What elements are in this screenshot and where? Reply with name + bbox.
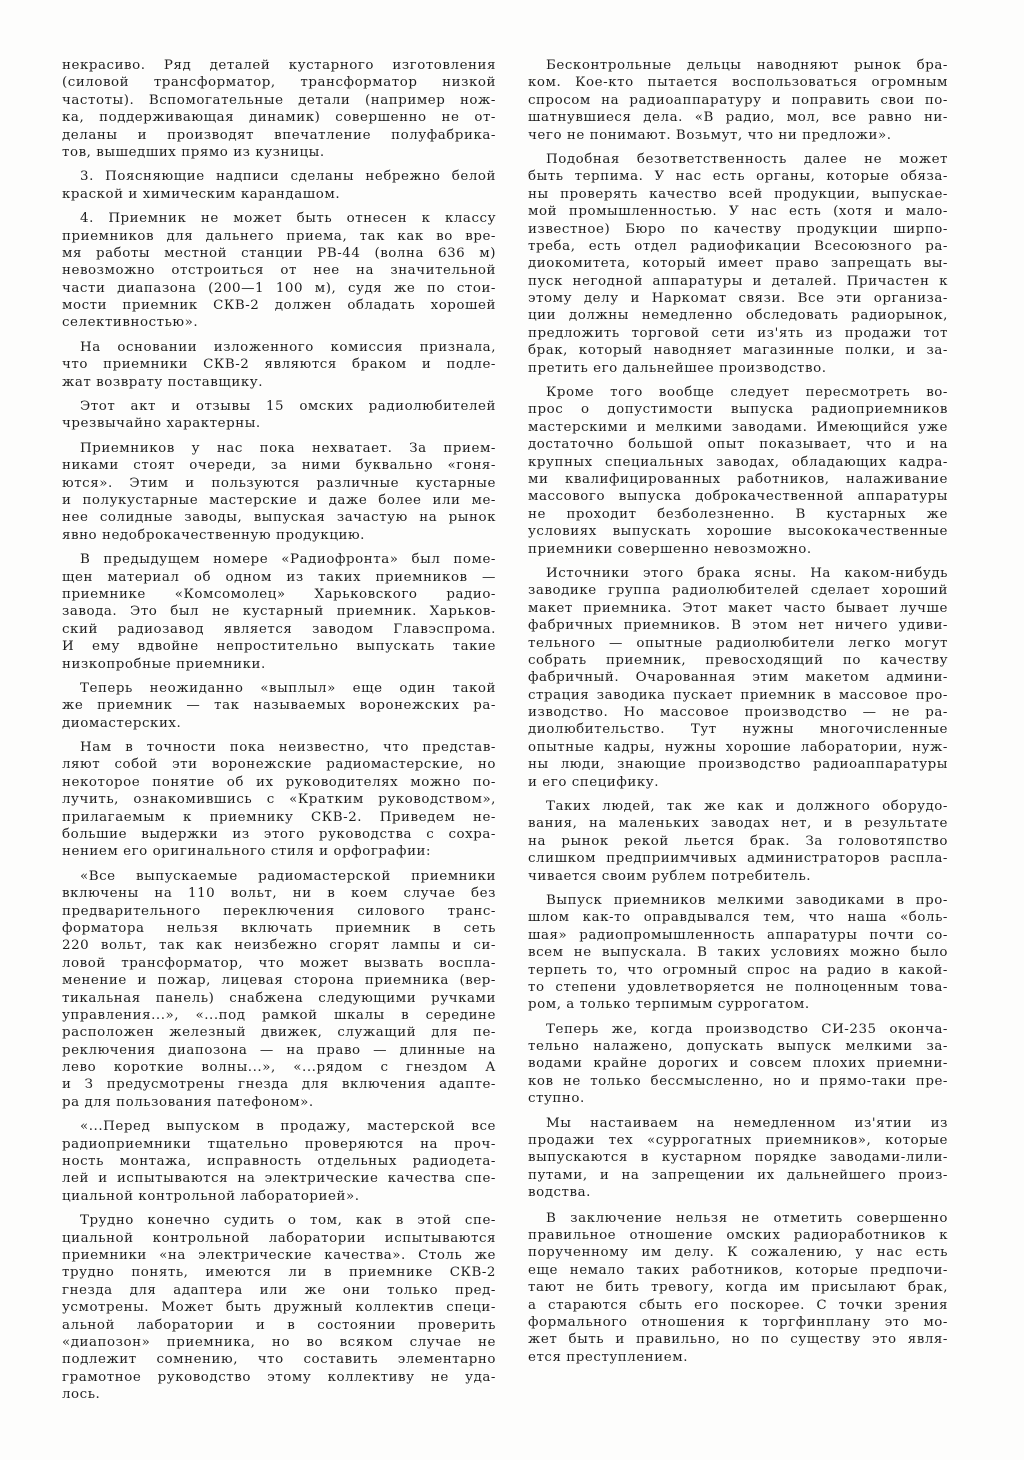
- text-line: «...Перед выпуском в продажу, мастерской все: [80, 1119, 496, 1135]
- text-line: приемнике «Комсомолец» Харьковского радио-: [62, 586, 496, 602]
- text-line: трудно понять, имеются ли в приемнике СКВ-2: [62, 1265, 496, 1281]
- text-line: а стараются сбыть его поскорее. С точки зрения: [528, 1297, 948, 1313]
- text-line: Теперь же, когда производство СИ-235 оконча-: [546, 1021, 948, 1037]
- paragraph: [528, 1115, 948, 1202]
- text-line: ловой трансформатор, что может вызвать воспла-: [62, 955, 496, 971]
- text-line: ны проверять качество всей продукции, выпускае-: [528, 186, 948, 202]
- text-line: ми квалифицированных работников, налаживание: [528, 471, 948, 487]
- paragraph: [62, 551, 496, 673]
- text-line: некоторое понятие об их руководителях можно по-: [62, 774, 496, 790]
- text-line: некрасиво. Ряд деталей кустарного изготовления: [62, 58, 496, 73]
- text-line: мя работы местной станции РВ-44 (волна 636 м): [62, 245, 496, 261]
- paragraph: [528, 1021, 948, 1108]
- text-line: Подобная безответственность далее не может: [546, 151, 948, 167]
- text-line: 4. Приемник не может быть отнесен к классу: [80, 211, 496, 227]
- text-line: диомастерских.: [62, 715, 182, 731]
- text-line: ступно.: [528, 1091, 585, 1107]
- text-line: щен материал об одном из таких приемников —: [62, 569, 496, 585]
- text-line: макет приемника. Этот макет часто бывает лучше: [528, 600, 948, 616]
- text-line: заводике группа радиолюбителей сделает хороший: [528, 583, 948, 599]
- text-line: шатнувшиеся дела. «В радио, мол, все равно ни-: [528, 110, 948, 126]
- text-line: Источники этого брака ясны. На каком-нибудь: [546, 565, 948, 581]
- text-line: и полукустарные мастерские и даже более или ме-: [62, 492, 496, 508]
- text-line: выпускаются в кустарном порядке заводами-лили-: [528, 1150, 948, 1166]
- paragraph: [528, 1210, 948, 1367]
- text-line: терпеть то, что огромный спрос на радио в какой-: [528, 962, 948, 978]
- paragraph: [62, 168, 496, 203]
- text-line: В предыдущем номере «Радиофронта» был поме-: [80, 552, 496, 568]
- paragraph: [62, 1212, 496, 1403]
- text-line: что приемники СКВ-2 являются браком и подле-: [62, 357, 496, 373]
- text-line: нением его оригинального стиля и орфографии:: [62, 844, 432, 860]
- paragraph: [528, 565, 948, 791]
- text-line: Таких людей, так же как и должного оборудо-: [546, 799, 948, 815]
- text-line: невозможно отстроиться от нее на значительной: [62, 263, 496, 279]
- text-line: предложить торговой сети из'ять из продажи тот: [528, 325, 948, 341]
- text-line: продажи тех «суррогатных приемников», которые: [528, 1133, 948, 1149]
- text-line: В заключение нельзя не отметить совершенно: [546, 1210, 948, 1226]
- text-line: условиях выпускать хорошие высококачественные: [528, 524, 948, 540]
- text-line: ком. Кое-кто пытается воспользоваться огромным: [528, 75, 948, 91]
- text-line: лей и испытываются на электрические качества спе-: [62, 1171, 496, 1187]
- text-line: чего не понимают. Возьмут, что ни предложи».: [528, 127, 892, 143]
- text-line: Теперь неожиданно «выплыл» еще один такой: [80, 680, 496, 696]
- text-line: и его специфику.: [528, 774, 660, 790]
- text-line: приемники «на электрические качества». Столь же: [62, 1248, 496, 1263]
- text-line: собрать приемник, превосходящий по качеству: [528, 652, 948, 668]
- text-line: Нам в точности пока неизвестно, что представ-: [80, 740, 496, 756]
- text-line: формального отношения к торгфинплану это мо-: [528, 1314, 948, 1330]
- text-line: ский радиозавод является заводом Главэспрома.: [62, 621, 496, 637]
- right-column: [528, 57, 948, 1373]
- text-line: треба, есть отдел радиофикации Всесоюзного ра-: [528, 238, 948, 254]
- text-line: то степени удовлетворяется не полноценным това-: [528, 979, 948, 995]
- text-line: И ему вдвойне непростительно выпускать такие: [62, 639, 496, 655]
- text-line: включены на 110 вольт, ни в коем случае без: [62, 886, 496, 902]
- text-line: приемников для дальнего приема, так как во вре-: [62, 228, 496, 244]
- text-line: ром, а только терпимым суррогатом.: [528, 997, 810, 1013]
- text-line: ность монтажа, исправность отдельных радиодета-: [62, 1154, 496, 1170]
- paragraph: [62, 868, 496, 1111]
- text-line: ляют собой эти воронежские радиомастерские, но: [62, 757, 496, 773]
- text-line: водами крайне дорогих и совсем плохих приемни-: [528, 1056, 948, 1072]
- text-line: ции должны немедленно обследовать радиорынок,: [528, 308, 948, 324]
- text-line: шлом как-то оправдывался тем, что наша «боль-: [528, 910, 948, 926]
- text-line: диокомитета, который имеет право запрещать вы-: [528, 256, 948, 272]
- text-line: брак, который наводняет магазинные полки, и за-: [528, 343, 948, 359]
- text-line: форматора нельзя включать приемник в сеть: [62, 920, 496, 936]
- text-line: Этот акт и отзывы 15 омских радиолюбителей: [80, 399, 496, 415]
- text-line: мости приемник СКВ-2 должен обладать хорошей: [62, 298, 496, 314]
- text-line: жат возврату поставщику.: [62, 374, 264, 390]
- text-line: ка, поддерживающая динамик) совершенно не от-: [62, 110, 496, 126]
- text-line: менение и пожар, лицевая сторона приемника (вер-: [62, 973, 496, 989]
- text-line: 220 вольт, так как неизбежно сгорят лампы и си-: [62, 938, 496, 954]
- text-line: ны люди, знающие производство радиоаппаратуры: [528, 757, 948, 773]
- text-line: порученному им делу. К сожалению, у нас есть: [528, 1245, 948, 1261]
- text-line: тают не бить тревогу, когда им присылают брак,: [528, 1280, 948, 1296]
- text-line: прос о допустимости выпуска радиоприемников: [528, 402, 948, 418]
- text-line: слишком предприимчивых администраторов распла-: [528, 851, 948, 867]
- text-line: селективностью».: [62, 315, 199, 331]
- text-line: подлежит сомнению, что составить элементарно: [62, 1352, 496, 1368]
- text-line: «диапозон» приемника, но во всяком случае не: [62, 1334, 496, 1350]
- text-line: ра для пользования патефоном».: [62, 1094, 314, 1110]
- text-line: деланы и производят впечатление полуфабрика-: [62, 127, 496, 143]
- text-line: всем не выпускала. В таких условиях можно было: [528, 945, 948, 961]
- text-line: лучить, ознакомившись с «Кратким руководством»,: [62, 792, 496, 808]
- text-line: путами, и на запрещении их дальнейшего произ-: [528, 1167, 948, 1183]
- text-line: расположен железный движек, служащий для пе-: [62, 1025, 496, 1041]
- text-line: управления...», «...под рамкой шкалы в середине: [62, 1007, 496, 1023]
- text-line: пуск негодной аппаратуры и деталей. Причастен к: [528, 273, 948, 289]
- text-line: мой промышленностью. У нас есть (хотя и мало-: [528, 204, 948, 220]
- text-line: этому делу и Наркомат связи. Все эти организа-: [528, 291, 948, 307]
- text-line: низкопробные приемники.: [62, 656, 266, 672]
- text-line: же приемник — так называемых воронежских ра-: [62, 698, 496, 714]
- text-line: усмотрены. Может быть дружный коллектив специ-: [62, 1300, 496, 1316]
- text-line: частоты). Вспомогательные детали (например нож-: [62, 92, 496, 108]
- text-line: 3. Поясняющие надписи сделаны небрежно белой: [80, 169, 496, 185]
- text-line: явно недоброкачественную продукцию.: [62, 527, 365, 543]
- text-line: тельного — опытные радиолюбители легко могут: [528, 635, 948, 651]
- text-line: известное) Бюро по качеству продукции ширпо-: [528, 221, 948, 237]
- text-line: части диапазона (200—1 100 м), судя же по стои-: [62, 280, 496, 296]
- text-line: ется преступлением.: [528, 1349, 688, 1365]
- text-line: вания, на маленьких заводах нет, и в результате: [528, 816, 948, 832]
- text-line: Приемников у нас пока нехватает. За прием-: [80, 440, 496, 456]
- text-line: «Все выпускаемые радиомастерской приемники: [80, 868, 496, 884]
- paragraph: [528, 384, 948, 558]
- text-line: фабричных приемников. В этом нет ничего удиви-: [528, 618, 948, 634]
- paragraph: [62, 339, 496, 391]
- text-line: (силовой трансформатор, трансформатор низкой: [62, 75, 496, 91]
- text-line: большие выдержки из этого руководства с сохра-: [62, 827, 496, 843]
- text-line: лево короткие волны...», «...рядом с гнездом А: [62, 1060, 496, 1076]
- text-line: альной лаборатории и в состоянии проверить: [62, 1317, 496, 1333]
- text-line: изводство. Но массовое производство — не ра-: [528, 705, 948, 721]
- text-line: еще немало таких работников, которые предпочи-: [528, 1262, 948, 1278]
- paragraph: [62, 398, 496, 433]
- paragraph: [528, 798, 948, 885]
- text-line: завода. Это был не кустарный приемник. Харьков-: [62, 604, 496, 620]
- text-line: ются». Этим и пользуются различные кустарные: [62, 475, 496, 491]
- paragraph: [62, 1118, 496, 1205]
- text-line: краской и химическим карандашом.: [62, 186, 341, 202]
- text-line: диолюбительство. Тут нужны многочисленные: [528, 722, 948, 738]
- text-line: Трудно конечно судить о том, как в этой спе-: [80, 1213, 496, 1229]
- text-line: не проходит безболезненно. В кустарных же: [528, 506, 948, 522]
- text-line: достаточно большой опыт показывает, что и на: [528, 437, 948, 453]
- left-column: [62, 57, 496, 1411]
- text-line: тельно налажено, допускать выпуск мелкими за-: [528, 1039, 948, 1055]
- text-line: опытные кадры, нужны хорошие лаборатории, нуж-: [528, 739, 948, 755]
- paragraph: [62, 739, 496, 861]
- text-line: циальной контрольной лабораторией».: [62, 1188, 360, 1204]
- text-line: Кроме того вообще следует пересмотреть во-: [546, 385, 948, 401]
- text-line: грамотное руководство этому коллективу не уда-: [62, 1369, 496, 1385]
- text-line: гнезда для адаптера или же они только пред-: [62, 1282, 496, 1298]
- text-line: шая» радиопромышленность аппаратуры почти со-: [528, 927, 948, 943]
- paragraph: [62, 210, 496, 332]
- text-line: чивается своим рублем потребитель.: [528, 868, 812, 884]
- paragraph: [528, 892, 948, 1014]
- text-line: на рынок рекой льется брак. За головотяпство: [528, 833, 948, 849]
- text-line: спросом на радиоаппаратуру и поправить свои по-: [528, 92, 948, 108]
- text-line: страция заводика пускает приемник в массовое про-: [528, 687, 948, 703]
- text-line: жет быть и правильно, но по существу это явля-: [528, 1332, 948, 1348]
- text-line: радиоприемники тщательно проверяются на проч-: [62, 1136, 496, 1152]
- text-line: никами стоят очереди, за ними буквально «гоня-: [62, 458, 496, 474]
- text-line: правильное отношение омских радиоработников к: [528, 1228, 948, 1243]
- text-line: приемники совершенно невозможно.: [528, 541, 812, 557]
- text-line: водства.: [528, 1185, 591, 1201]
- text-line: фабричный. Очарованная этим макетом админи-: [528, 670, 948, 686]
- text-line: прилагаемым к приемнику СКВ-2. Приведем не-: [62, 809, 496, 825]
- text-line: нее солидные заводы, выпуская зачастую на рынок: [62, 510, 496, 526]
- text-line: предварительного переключения силового транс-: [62, 903, 496, 919]
- text-line: циальной контрольной лаборатории испытываются: [62, 1230, 496, 1246]
- text-line: реключения диапозона — на право — длинные на: [62, 1042, 496, 1058]
- paragraph: [528, 57, 948, 144]
- text-line: массового выпуска доброкачественной аппаратуры: [528, 489, 948, 505]
- text-line: На основании изложенного комиссия признала,: [80, 339, 496, 355]
- text-line: Выпуск приемников мелкими заводиками в про-: [546, 892, 948, 908]
- text-line: претить его дальнейшее производство.: [528, 360, 827, 376]
- text-line: чрезвычайно характерны.: [62, 416, 261, 432]
- text-line: Бесконтрольные дельцы наводняют рынок бра-: [546, 58, 948, 73]
- text-line: ков не только бессмысленно, но и прямо-таки пре-: [528, 1073, 948, 1089]
- text-line: лось.: [62, 1387, 101, 1403]
- paragraph: [62, 57, 496, 161]
- paragraph: [62, 680, 496, 732]
- text-line: и З предусмотрены гнезда для включения адапте-: [62, 1077, 496, 1093]
- paragraph: [528, 151, 948, 377]
- text-line: тов, вышедших прямо из кузницы.: [62, 144, 325, 160]
- text-line: крупных специальных заводах, обладающих кадра-: [528, 454, 948, 470]
- text-line: Мы настаиваем на немедленном из'ятии из: [546, 1115, 948, 1131]
- text-line: мастерскими и мелкими заводами. Имеющийся уже: [528, 419, 948, 435]
- text-line: тикальная панель) снабжена следующими ручками: [62, 990, 496, 1006]
- paragraph: [62, 440, 496, 544]
- text-line: быть терпима. У нас есть органы, которые обяза-: [528, 169, 948, 185]
